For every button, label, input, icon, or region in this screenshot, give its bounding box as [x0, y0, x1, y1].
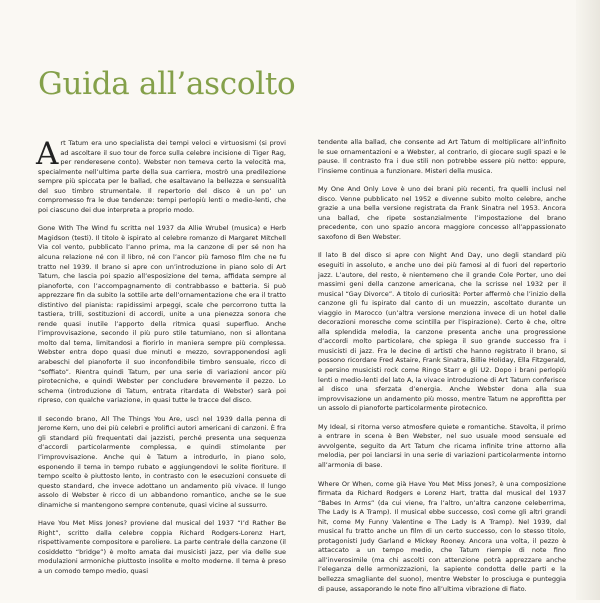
right-column	[318, 138, 566, 603]
page-title: Guida all’ascolto	[38, 66, 296, 102]
drop-cap: A	[36, 136, 59, 172]
paragraph: tendente alla ballad, che consente ad Art Tatum di moltiplicare all’infinito le sue ornamentazioni e a Webster, al contrario, di giocare sugli spazi e le pause. Il contrasto fra i due stili non potrebbe essere più netto: eppure, l’insieme continua a funzionare. Misteri della musica.	[318, 138, 566, 175]
paragraph: Il lato B del disco si apre con Night And Day, uno degli standard più eseguiti in assoluto, e anche uno dei più famosi al di fuori del repertorio jazz. L’autore, del resto, è nientemeno che il grande Cole Porter, uno dei massimi geni della canzone americana, che la scrisse nel 1932 per il musical “Gay Divorce”. A titolo di curiosità: Porter affermò che l’inizio della canzone gli fu ispirato dal canto di un muezzin, ascoltato durante un viaggio in Marocco (un’altra versione menziona invece di un hotel dalle decorazioni moresche come scintilla per l’ispirazione). Certo è che, oltre alla splendida melodia, la canzone presenta anche una progressione d’accordi molto particolare, che spiega il suo grande successo fra i musicisti di jazz. Fra le decine di artisti che hanno registrato il brano, si possono ricordare Fred Astaire, Frank Sinatra, Billie Holiday, Ella Fitzgerald, e persino musicisti rock come Ringo Starr e gli U2. Dopo i brani perlopiù lenti o medio-lenti del lato A, la vivace introduzione di Art Tatum conferisce al disco una sferzata d’energia. Anche Webster dona alla sua improvvisazione un andamento più mosso, mentre Tatum ne approfitta per un assolo di pianoforte particolarmente pirotecnico.	[318, 251, 566, 413]
paragraph: Where Or When, come già Have You Met Miss Jones?, è una composizione firmata da Richard Rodgers e Lorenz Hart, tratta dal musical del 1937 “Babes In Arms” (da cui viene, fra l’altro, un’altra canzone celeberrima, The Lady Is A Tramp). Il musical ebbe successo, così come gli altri grandi hit, come My Funny Valentine e The Lady Is A Tramp). Nel 1939, dal musical fu tratto anche un film di un certo successo, con lo stesso titolo, protagonisti Judy Garland e Mickey Rooney. Ancora una volta, il pezzo è attaccato a un tempo medio, che Tatum riempie di note fino all’inverosimile (ma chi ascolti con attenzione potrà apprezzare anche l’eleganza delle armonizzazioni, la sapiente condotta delle parti e la bellezza smagliante del suono), mentre Webster lo prosciuga e punteggia di pause, assaporando le note fino all’ultima vibrazione di fiato.	[318, 479, 566, 593]
paragraph: Il secondo brano, All The Things You Are, uscì nel 1939 dalla penna di Jerome Kern, uno dei più celebri e prolifici autori americani di canzoni. È fra gli standard più frequentati dai jazzisti, perché presenta una sequenza d’accordi particolarmente complessa, e quindi stimolante per l’improvvisazione. Anche qui è Tatum a introdurlo, in piano solo, esponendo il tema in tempo rubato e aggiungendovi le solite fioriture. Il tempo scelto è piuttosto lento, in contrasto con le esecuzioni consuete di questo standard, che invece adottano un andamento più vivace. Il lungo assolo di Webster è ricco di un abbandono romantico, anche se le sue dinamiche si mantengono sempre contenute, quasi vicine al sussurro.	[38, 414, 286, 509]
paragraph: My One And Only Love è uno dei brani più recenti, fra quelli inclusi nel disco. Venne pubblicato nel 1952 e divenne subito molto celebre, anche grazie a una bella versione registrata da Frank Sinatra nel 1953. Ancora una ballad, che ripete sostanzialmente l’impostazione del brano precedente, con uno spazio ancora maggiore concesso all’appassionato saxofono di Ben Webster.	[318, 185, 566, 241]
paragraph: My Ideal, si ritorna verso atmosfere quiete e romantiche. Stavolta, il primo a entrare in scena è Ben Webster, nel suo usuale mood sensuale ed avvolgente, seguito da Art Tatum che ricama infinite trine attorno alla melodia, per poi lanciarsi in una serie di variazioni particolarmente intorno all’armonia di base.	[318, 422, 566, 469]
page-edge-shadow	[576, 0, 600, 600]
paragraph: Art Tatum era uno specialista dei tempi veloci e virtuosismi (si provi ad ascoltare il suo tour de force sulla celebre incisione di Tiger Rag, per renderesene conto). Webster non temeva certo la velocità ma, specialmente nell’ultima parte della sua carriera, mostrò una predilezione sempre più spiccata per le ballad, che esaltavano la bellezza e sensualità del suo timbro strumentale. Il repertorio del disco è un po’ un compromesso fra le due tendenze: tempi perlopiù lenti o medio-lenti, che poi ciascuno dei due interpreta a proprio modo.	[36, 136, 286, 214]
paragraph: Gone With The Wind fu scritta nel 1937 da Allie Wrubel (musica) e Herb Magidson (testi). Il titolo è ispirato al celebre romanzo di Margaret Mitchell Via col vento, pubblicato l’anno prima, ma la canzone di per sé non ha alcuna relazione né con il libro, né con l’ancor più famoso film che ne fu tratto nel 1939. Il brano si apre con un’introduzione in piano solo di Art Tatum, che lascia poi spazio all’esposizione del tema, affidata sempre al pianoforte, con l’accompagnamento di contrabbasso e batteria. Si può apprezzare fin da subito la sottile arte dell’ornamentazione che era il tratto distintivo del pianista: rapidissimi arpeggi, scale che percorrono tutta la tastiera, trilli, sostituzioni di accordi, unite a una pienezza sonora che rende quasi inutile l’apporto della ritmica quasi superfluo. Anche l’improvvisazione, secondo il più puro stile tatumiano, non si allontana molto dal tema, limitandosi a fiorirlo in maniera sempre più complessa. Webster entra dopo quasi due minuti e mezzo, sovrapponendosi agli arabeschi del pianoforte il suo inconfondibile timbro sensuale, ricco di “soffiato”. Rientra quindi Tatum, per una serie di variazioni ancor più pirotecniche, e quindi Webster per concludere brevemente il pezzo. Lo schema (introduzione di Tatum, entrata ritardata di Webster) sarà poi ripreso, con qualche variazione, in quasi tutte le tracce del disco.	[38, 224, 286, 405]
left-column	[36, 136, 286, 586]
paragraph: Have You Met Miss Jones? proviene dal musical del 1937 “I’d Rather Be Right”, scritto dalla celebre coppia Richard Rodgers-Lorenz Hart, rispettivamente compositore e paroliere. La parte centrale della canzone (il cosiddetto “bridge”) è molto amata dai musicisti jazz, per via delle sue modulazioni armoniche piuttosto insolite e molto moderne. Il tema è preso a un comodo tempo medio, quasi	[38, 519, 286, 575]
